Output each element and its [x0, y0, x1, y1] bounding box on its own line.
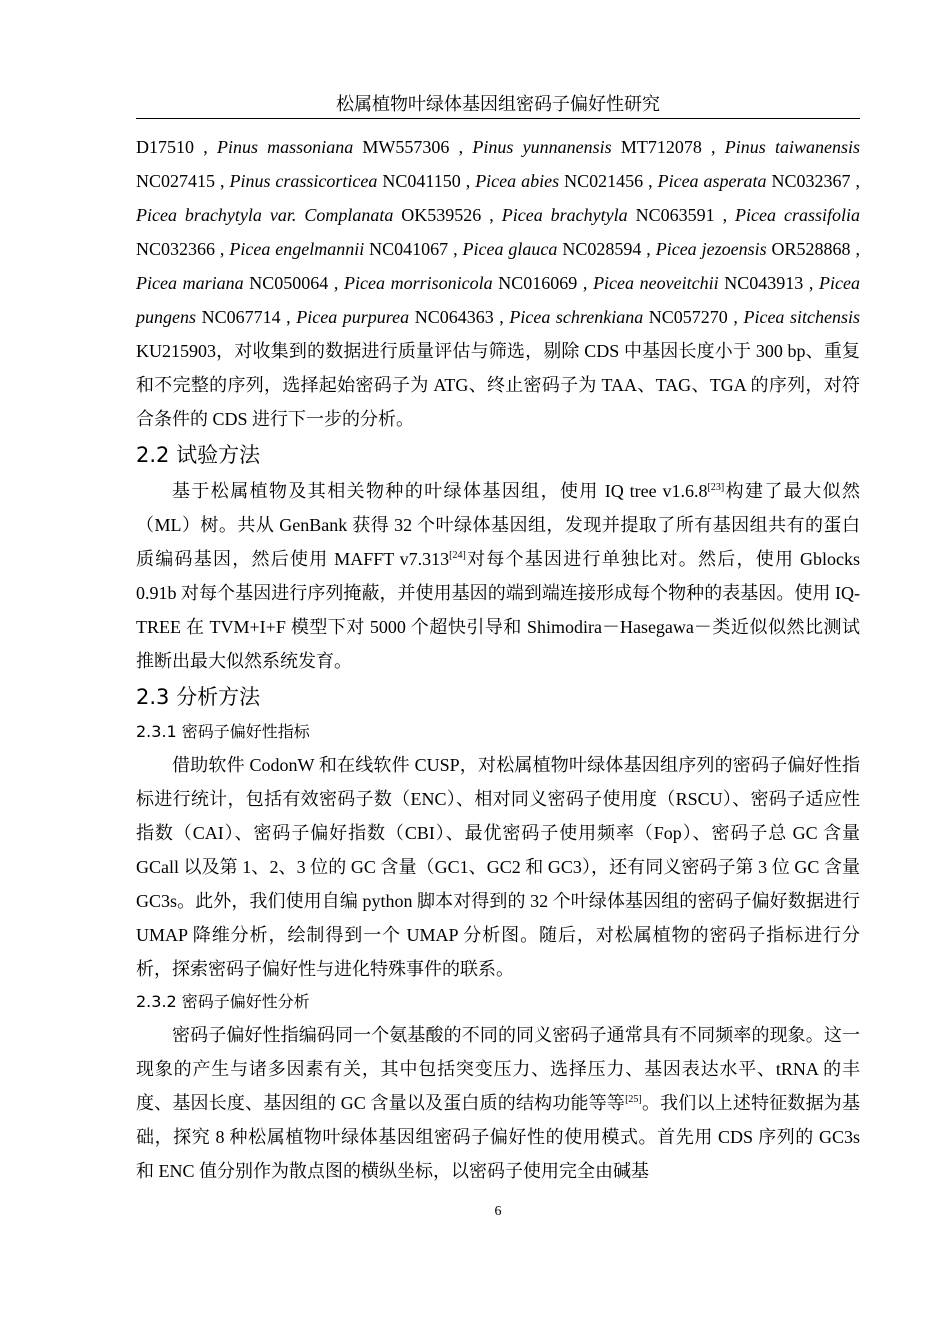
page-body	[136, 130, 860, 1188]
species-name: Pinus massoniana	[216, 137, 354, 157]
accession-number: NC028594 ,	[557, 239, 656, 259]
citation-23: [23]	[707, 482, 725, 493]
accession-number: NC016069 ,	[492, 273, 594, 293]
species-name: Picea mariana	[136, 273, 244, 293]
accession-number: NC032366 ,	[136, 239, 230, 259]
species-name: Picea schrenkiana	[509, 307, 644, 327]
methods-text-3: 对每个基因进行单独比对。然后，使用 Gblocks 0.91b 对每个基因进行序列掩蔽，并使用基因的端到端连接形成每个物种的表基因。使用 IQ-TREE 在 TVM+I+F 模型下对 5000 个超快引导和 Shimodira－Hasegawa－类近似似然比测试推断出最大似然系统发育。	[136, 549, 860, 671]
species-name: Pinus crassicorticea	[229, 171, 378, 191]
section-heading-2-2: 2.2 试验方法	[136, 443, 261, 467]
species-list-paragraph	[136, 130, 860, 436]
methods-text-2: 构建了最大似然（ML）树。共从 GenBank 获得 32 个叶绿体基因组，发现并提取了所有基因组共有的蛋白质编码基因，然后使用 MAFFT v7.313	[136, 481, 860, 569]
species-name: Picea neoveitchii	[593, 273, 719, 293]
methods-text-1: 基于松属植物及其相关物种的叶绿体基因组，使用 IQ tree v1.6.8	[172, 481, 708, 501]
citation-25: [25]	[625, 1094, 642, 1105]
accession-number: OR528868 ,	[766, 239, 860, 259]
header-divider	[136, 118, 860, 119]
accession-number: MW557306 ,	[353, 137, 473, 157]
species-name: Picea sitchensis	[743, 307, 860, 327]
bias-text-1: 密码子偏好性指编码同一个氨基酸的不同的同义密码子通常具有不同频率的现象。这一现象的产生与诸多因素有关，其中包括突变压力、选择压力、基因表达水平、tRNA 的丰度、基因长度、基因组的 GC 含量以及蛋白质的结构功能等等	[136, 1025, 860, 1113]
accession-number: NC064363 ,	[409, 307, 510, 327]
species-name: Picea jezoensis	[655, 239, 767, 259]
lead-accession: D17510 ,	[136, 137, 217, 157]
codon-bias-paragraph	[136, 1018, 860, 1188]
accession-number: NC041150 ,	[377, 171, 476, 191]
subsection-heading-2-3-2: 2.3.2 密码子偏好性分析	[136, 992, 310, 1011]
species-name: Picea asperata	[657, 171, 767, 191]
species-name: Pinus taiwanensis	[724, 137, 861, 157]
section-heading-2-3: 2.3 分析方法	[136, 685, 261, 709]
species-name: Picea morrisonicola	[344, 273, 493, 293]
accession-number: MT712078 ,	[611, 137, 725, 157]
accession-number: NC043913 ,	[718, 273, 820, 293]
species-name: Picea crassifolia	[735, 205, 860, 225]
subsection-heading-2-3-1: 2.3.1 密码子偏好性指标	[136, 722, 310, 741]
species-name: Picea brachytyla var. Complanata	[136, 205, 394, 225]
species-list	[136, 137, 860, 361]
species-name: Picea glauca	[462, 239, 558, 259]
species-name: Pinus yunnanensis	[472, 137, 612, 157]
species-name: Picea brachytyla	[501, 205, 628, 225]
bias-text-2: 。我们以上述特征数据为基础，探究 8 种松属植物叶绿体基因组密码子偏好性的使用模式。首先用 CDS 序列的 GC3s 和 ENC 值分别作为散点图的横纵坐标，以密码子使用完全由碱基	[136, 1093, 860, 1181]
accession-number: NC050064 ,	[243, 273, 345, 293]
methods-paragraph	[136, 474, 860, 678]
codon-index-paragraph: 借助软件 CodonW 和在线软件 CUSP，对松属植物叶绿体基因组序列的密码子偏好性指标进行统计，包括有效密码子数（ENC）、相对同义密码子使用度（RSCU）、密码子适应性指数（CAI）、密码子偏好指数（CBI）、最优密码子使用频率（Fop）、密码子总 GC 含量 GCall 以及第 1、2、3 位的 GC 含量（GC1、GC2 和 GC3），还有同义密码子第 3 位 GC 含量 GC3s。此外，我们使用自编 python 脚本对得到的 32 个叶绿体基因组的密码子偏好数据进行 UMAP 降维分析，绘制得到一个 UMAP 分析图。随后，对松属植物的密码子指标进行分析，探索密码子偏好性与进化特殊事件的联系。	[136, 755, 860, 979]
accession-number: NC027415 ,	[136, 171, 230, 191]
accession-number: NC021456 ,	[559, 171, 658, 191]
species-name: Picea abies	[475, 171, 560, 191]
accession-number: NC041067 ,	[364, 239, 463, 259]
species-name: Picea pungens	[136, 273, 861, 327]
page-number: 6	[494, 1204, 502, 1219]
paragraph-tail: ，对收集到的数据进行质量评估与筛选，剔除 CDS 中基因长度小于 300 bp、重复和不完整的序列，选择起始密码子为 ATG、终止密码子为 TAA、TAG、TGA 的序列，对符合条件的 CDS 进行下一步的分析。	[136, 341, 860, 429]
species-name: Picea purpurea	[296, 307, 410, 327]
accession-number: NC057270 ,	[643, 307, 744, 327]
accession-number: NC032367 ,	[766, 171, 860, 191]
accession-number: NC063591 ,	[627, 205, 736, 225]
accession-number: KU215903	[136, 341, 216, 361]
running-header: 松属植物叶绿体基因组密码子偏好性研究	[336, 94, 660, 114]
species-name: Picea engelmannii	[229, 239, 365, 259]
accession-number: OK539526 ,	[393, 205, 502, 225]
accession-number: NC067714 ,	[196, 307, 297, 327]
citation-24: [24]	[449, 550, 466, 561]
